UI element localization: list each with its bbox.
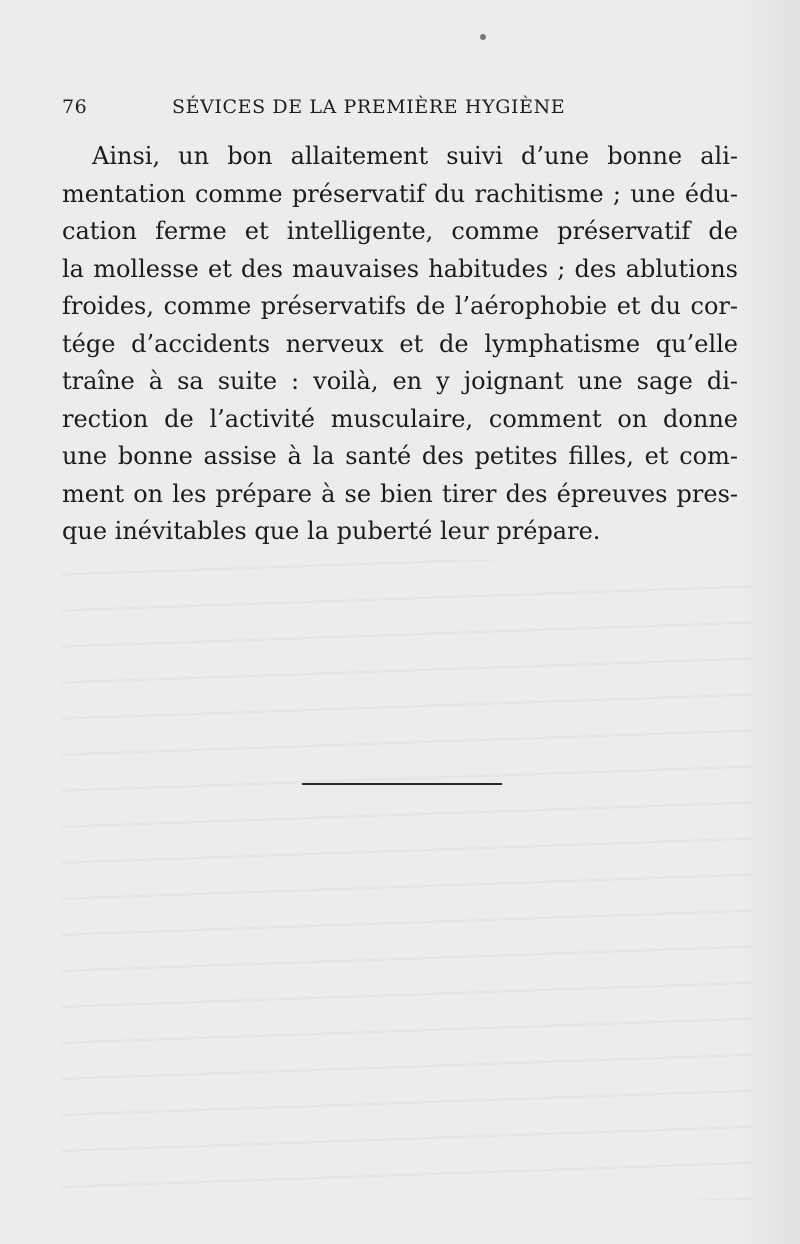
text-line: ment on les prépare à se bien tirer des épreuves pres- [62,479,738,508]
section-divider-rule [302,783,502,785]
text-line: cation ferme et intelligente, comme préservatif de [62,217,738,245]
text-line: tége d’accidents nerveux et de lymphatisme qu’elle [62,329,738,358]
text-line: mentation comme préservatif du rachitisme ; une édu- [62,179,738,208]
text-line: froides, comme préservatifs de l’aérophobie et du cor- [62,292,738,320]
text-line: rection de l’activité musculaire, comment on donne [62,404,738,433]
show-through-texture [62,560,752,1200]
body-paragraph [62,138,738,551]
text-line: que inévitables que la puberté leur prépare. [62,517,601,545]
text-line: Ainsi, un bon allaitement suivi d’une bonne ali- [92,142,738,170]
paper-speck [480,34,486,40]
text-line: la mollesse et des mauvaises habitudes ; des ablutions [62,254,738,283]
text-line: une bonne assise à la santé des petites filles, et com- [62,442,738,470]
text-line: traîne à sa suite : voilà, en y joignant une sage di- [62,367,738,395]
running-head: SÉVICES DE LA PREMIÈRE HYGIÈNE [172,96,566,118]
page-number: 76 [62,96,88,118]
page-header [62,96,738,128]
